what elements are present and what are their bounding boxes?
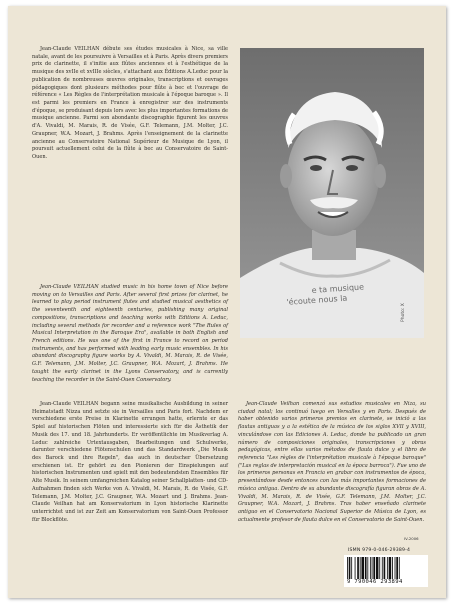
- french-biography: [32, 46, 228, 162]
- english-biography: [32, 284, 228, 384]
- english-paragraph: Jean-Claude VEILHAN studied music in his home town of Nice before moving on to Versailles and Paris. After several first prizes for clarinet, he learned to play period instrument flutes and studied musical aesthetics of the seventeenth and eighteenth centuries, publishing many original compositions, transcriptions and teaching works with Editions A. Leduc, including several methods for recorder and a reference work "The Rules of Musical Interpretation in the Baroque Era", available in both English and French editions. He was one of the first in France to record on period instruments, and has performed with leading early music ensembles. In his abundant discography figure works by A. Vivaldi, M. Marais, R. de Visée, G.F. Telemann, J.M. Molter, J.C. Graupner, W.A. Mozart, J. Brahms. He taught the early clarinet in the Lyons Conservatory, and is currently teaching the recorder in the Saint-Ouen Conservatory.: [32, 284, 228, 383]
- french-paragraph: Jean-Claude VEILHAN débute ses études musicales à Nice, sa ville natale, avant de les poursuivre à Versailles et à Paris. Après divers premiers prix de clarinette, il s'initie aux flûtes anciennes et à l'esthétique de la musique des xvIIe et xvIIIe siècles, s'attachant aux Éditions A.Leduc pour la publication de nombreuses œuvres originales, transcriptions et ouvrages pédagogiques dont plusieurs méthodes pour flûte à bec et l'ouvrage de référence « Les Règles de l'interprétation musicale à l'époque baroque ». Il est parmi les premiers en France à enregistrer sur des instruments d'époque, se produisant depuis lors avec les plus importantes formations de musique ancienne. Parmi son abondante discographie figurent les œuvres d'A. Vivaldi, M. Marais, R. de Visée, G.F. Telemann, J.M. Molter, J.C. Graupner, W.A. Mozart, J. Brahms. Après l'enseignement de la clarinette ancienne au Conservatoire National Supérieur de Musique de Lyon, il poursuit actuellement celui de la flûte à bec au Conservatoire de Saint-Ouen.: [32, 46, 228, 161]
- german-paragraph: Jean-Claude VEILHAN begann seine musikalische Ausbildung in seiner Heimatstadt Nizza und setzte sie in Versailles und Paris fort. Nachdem er verschiedene erste Preise in Klarinette errungen hatte, erlernte er das Spiel auf historischen Flöten und interessierte sich für die Ästhetik der Musik des 17. und 18. Jahrhunderts. Er veröffentlichte im Musikverlag A. Leduc zahlreiche Urtextausgaben, Bearbeitungen und Schulwerke, darunter verschiedene Flötenschulen und das Standardwerk „Die Musik des Barock und ihre Regeln", das auch in deutscher Übersetzung erschienen ist. Er gehört zu den Pionieren der Einspielungen auf historischen Instrumenten und spielt mit den bedeutendsten Ensembles für Alte Musik. In seinem umfangreichen Katalog seiner Schallplatten- und CD-Aufnahmen finden sich Werke von A. Vivaldi, M. Marais, R. de Visée, G.F. Telemann, J.M. Molter, J.C. Graupner, W.A. Mozart und J. Brahms. Jean-Claude Veilhan hat am Konservatorium in Lyon historische Klarinette unterrichtet und ist zur Zeit am Konservatorium von Saint-Ouen Professor für Blockflöte.: [32, 401, 228, 523]
- photo-credit: Photo: X: [401, 303, 406, 322]
- barcode: [344, 555, 428, 587]
- shirt-slogan-line-1: e ta musique: [311, 282, 365, 296]
- reference-code: IV-2006: [404, 536, 419, 541]
- shirt-slogan-line-2: 'écoute nous la: [286, 293, 348, 307]
- german-biography: [32, 401, 228, 525]
- barcode-bars-icon: [347, 557, 425, 579]
- spanish-paragraph: Jean-Claude Veilhan comenzó sus estudios musicales en Niza, su ciudad natal; los continuó luego en Versalles y en Paris. Después de haber obtenido varios primeros premios en clarinete, se inició a las flautas antiguas y a la estética de la música de los siglos XVII y XVIII, vinculándose con las Ediciones A. Leduc, donde ha publicado un gran número de composiciones originales, transcripciones y obras pedagógicas, entre ellas varios métodos de flauta dulce y el libro de referencia "Les règles de l'interprétation musicale à l'époque baroque" ("Las reglas de interpretación musical en la época barroca"). Fue uno de los primeros personas en Francia en grabar con instrumentos de época, presentándose desde entonces con las más importantes formaciones de música antigua. Dentro de su abundante discografía figuran obras de A. Vivaldi, M. Marais, R. de Visée, G.F. Telemann, J.M. Molter, J.C. Graupner, W.A. Mozart, J. Brahms. Tras haber enseñado clarinete antiguo en el Conservatorio Nacional Superior de Música de Lyon, es actualmente profesor de flauta dulce en el Conservatorio de Saint-Ouen.: [238, 401, 426, 523]
- author-portrait-photo: [240, 48, 424, 338]
- barcode-digits: 9 790046 293894: [347, 579, 403, 585]
- spanish-biography: [238, 401, 426, 525]
- ismn-number: ISMN 979-0-046-29389-4: [348, 548, 411, 553]
- back-cover-page: [8, 6, 446, 598]
